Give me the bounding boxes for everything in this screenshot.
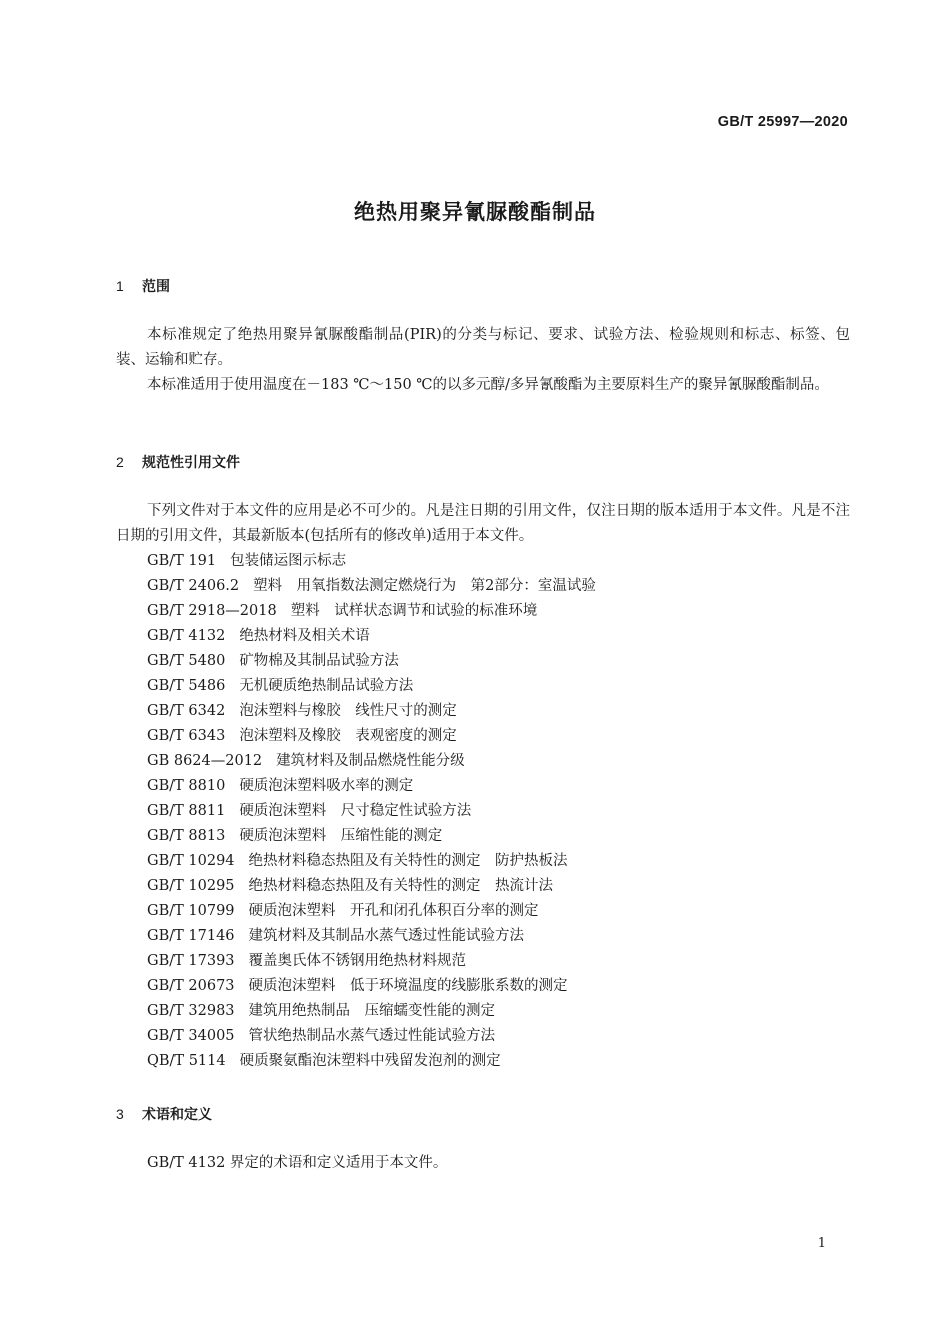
reference-code: GB 8624—2012 (147, 753, 263, 769)
reference-title: 无机硬质绝热制品试验方法 (239, 678, 414, 694)
reference-title: 硬质聚氨酯泡沫塑料中残留发泡剂的测定 (239, 1053, 501, 1069)
reference-code: GB/T 17393 (147, 953, 235, 969)
reference-title: 覆盖奥氏体不锈钢用绝热材料规范 (248, 953, 467, 969)
reference-title: 绝热材料及相关术语 (239, 628, 370, 644)
reference-item (147, 974, 596, 999)
reference-title: 绝热材料稳态热阻及有关特性的测定 防护热板法 (248, 853, 568, 869)
reference-code: GB/T 8813 (147, 828, 226, 844)
reference-title: 泡沫塑料及橡胶 表观密度的测定 (239, 728, 457, 744)
refs-intro-paragraph: 下列文件对于本文件的应用是必不可少的。凡是注日期的引用文件，仅注日期的版本适用于本文件。凡是不注日期的引用文件，其最新版本(包括所有的修改单)适用于本文件。 (116, 503, 850, 544)
reference-code: GB/T 4132 (147, 628, 226, 644)
reference-code: GB/T 6343 (147, 728, 226, 744)
reference-title: 塑料 试样状态调节和试验的标准环境 (290, 603, 538, 619)
reference-code: GB/T 10294 (147, 853, 235, 869)
reference-item (147, 624, 596, 649)
reference-code: GB/T 2918—2018 (147, 603, 277, 619)
section-title: 术语和定义 (142, 1107, 212, 1123)
reference-title: 泡沫塑料与橡胶 线性尺寸的测定 (239, 703, 457, 719)
reference-code: GB/T 191 (147, 553, 217, 569)
reference-code: GB/T 5486 (147, 678, 226, 694)
reference-code: GB/T 6342 (147, 703, 226, 719)
section-title: 规范性引用文件 (142, 455, 240, 471)
standard-code: GB/T 25997—2020 (717, 114, 848, 130)
reference-item (147, 999, 596, 1024)
reference-title: 硬质泡沫塑料 开孔和闭孔体积百分率的测定 (248, 903, 539, 919)
section-title: 范围 (142, 279, 170, 295)
terms-paragraph: GB/T 4132 界定的术语和定义适用于本文件。 (147, 1155, 448, 1171)
reference-item (147, 674, 596, 699)
section-1-heading (116, 276, 170, 296)
reference-item (147, 899, 596, 924)
document-title: 绝热用聚异氰脲酸酯制品 (354, 200, 596, 224)
reference-item (147, 949, 596, 974)
reference-code: GB/T 2406.2 (147, 578, 240, 594)
section-number: 2 (116, 454, 124, 470)
section-3-heading (116, 1104, 212, 1124)
page-number: 1 (817, 1236, 826, 1251)
reference-item (147, 1024, 596, 1049)
reference-title: 建筑材料及制品燃烧性能分级 (276, 753, 465, 769)
reference-title: 塑料 用氧指数法测定燃烧行为 第2部分：室温试验 (253, 578, 596, 594)
reference-title: 硬质泡沫塑料 尺寸稳定性试验方法 (239, 803, 472, 819)
reference-title: 管状绝热制品水蒸气透过性能试验方法 (248, 1028, 496, 1044)
reference-item (147, 849, 596, 874)
reference-item (147, 649, 596, 674)
reference-title: 矿物棉及其制品试验方法 (239, 653, 399, 669)
reference-title: 绝热材料稳态热阻及有关特性的测定 热流计法 (248, 878, 554, 894)
reference-title: 硬质泡沫塑料吸水率的测定 (239, 778, 414, 794)
reference-item (147, 599, 596, 624)
reference-code: GB/T 8811 (147, 803, 226, 819)
scope-paragraph-1: 本标准规定了绝热用聚异氰脲酸酯制品(PIR)的分类与标记、要求、试验方法、检验规则和标志、标签、包装、运输和贮存。 (116, 327, 850, 368)
reference-title: 硬质泡沫塑料 低于环境温度的线膨胀系数的测定 (248, 978, 568, 994)
reference-code: GB/T 17146 (147, 928, 235, 944)
reference-item (147, 924, 596, 949)
section-2-heading (116, 452, 240, 472)
reference-item (147, 724, 596, 749)
reference-item (147, 699, 596, 724)
reference-item (147, 749, 596, 774)
reference-code: GB/T 34005 (147, 1028, 235, 1044)
section-number: 3 (116, 1106, 124, 1122)
section-number: 1 (116, 278, 124, 294)
reference-item (147, 774, 596, 799)
reference-code: QB/T 5114 (147, 1053, 226, 1069)
reference-item (147, 1049, 596, 1074)
reference-code: GB/T 5480 (147, 653, 226, 669)
scope-paragraph-2: 本标准适用于使用温度在－183 ℃～150 ℃的以多元醇/多异氰酸酯为主要原料生产的聚异氰脲酸酯制品。 (147, 377, 829, 393)
reference-title: 建筑材料及其制品水蒸气透过性能试验方法 (248, 928, 525, 944)
reference-item (147, 799, 596, 824)
reference-item (147, 549, 596, 574)
reference-title: 硬质泡沫塑料 压缩性能的测定 (239, 828, 443, 844)
reference-code: GB/T 8810 (147, 778, 226, 794)
reference-title: 建筑用绝热制品 压缩蠕变性能的测定 (248, 1003, 496, 1019)
reference-code: GB/T 10799 (147, 903, 235, 919)
reference-item (147, 574, 596, 599)
reference-item (147, 874, 596, 899)
reference-code: GB/T 20673 (147, 978, 235, 994)
reference-list (147, 549, 596, 1074)
reference-code: GB/T 32983 (147, 1003, 235, 1019)
reference-item (147, 824, 596, 849)
reference-title: 包装储运图示标志 (230, 553, 347, 569)
reference-code: GB/T 10295 (147, 878, 235, 894)
